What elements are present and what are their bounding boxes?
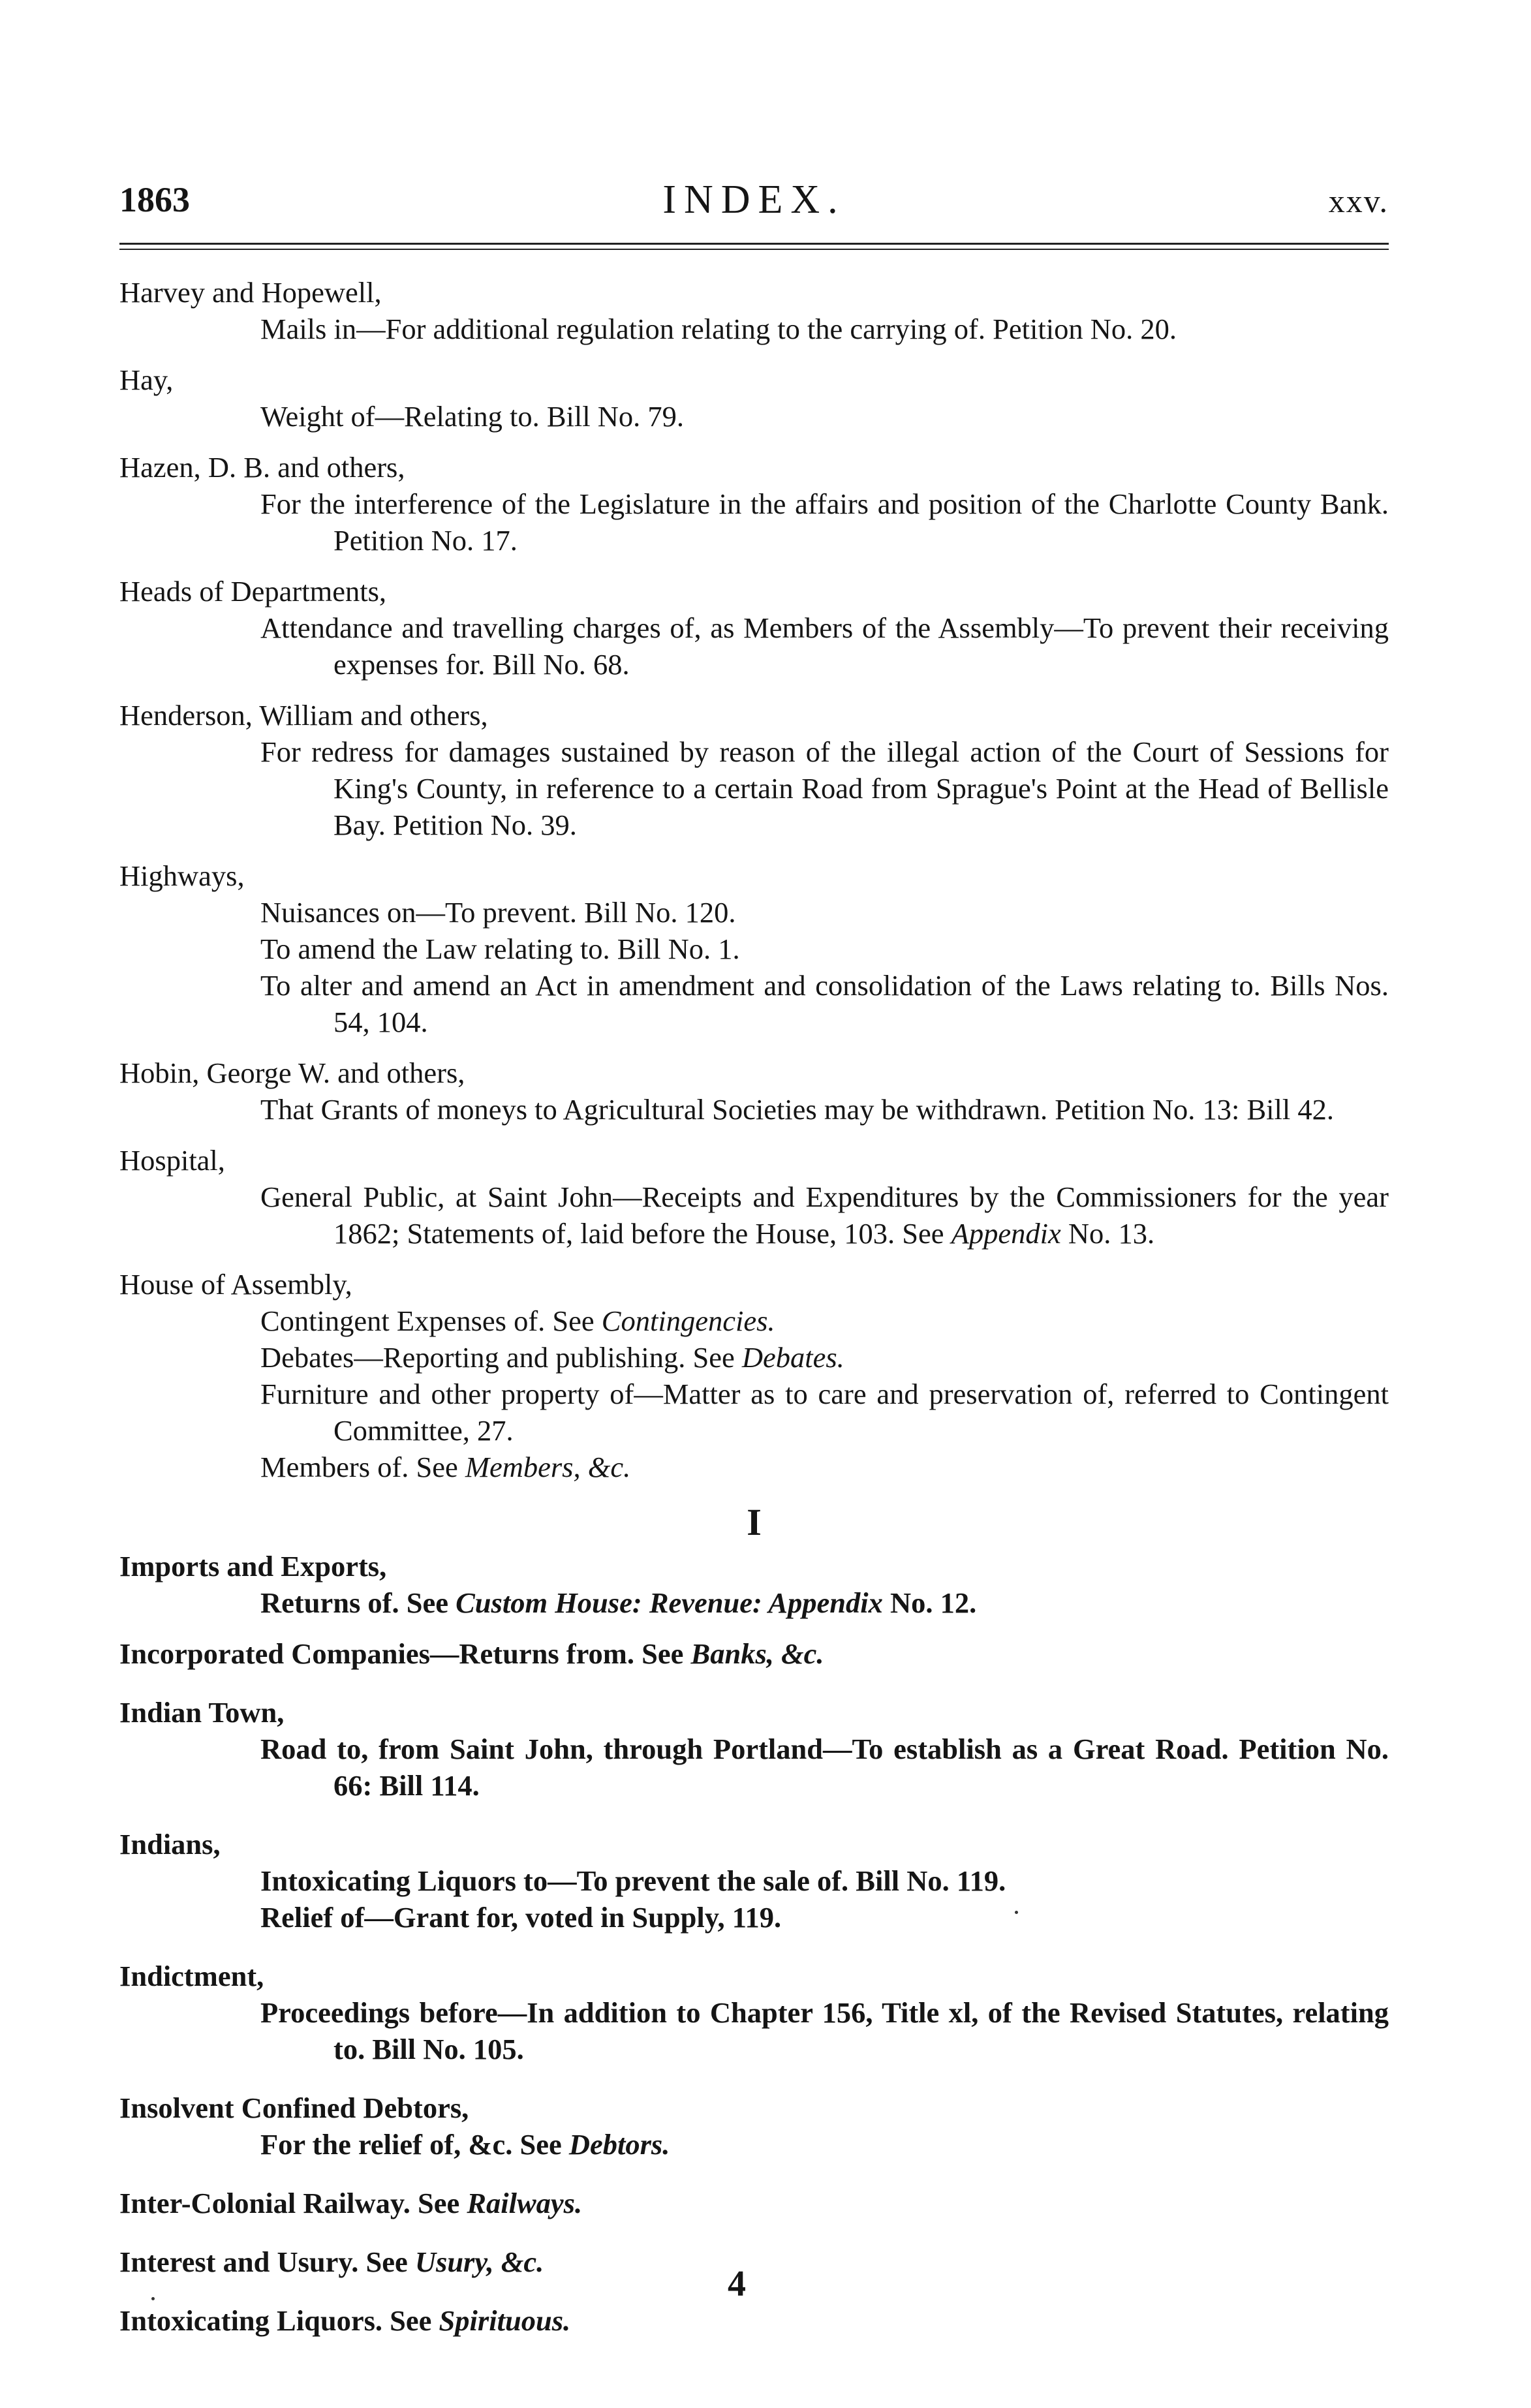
entry-subitem: Relief of—Grant for, voted in Supply, 119. [260, 1901, 782, 1934]
entry-heading: Imports and Exports, [119, 1550, 387, 1582]
index-entry [119, 1958, 1389, 2067]
index-entry [119, 2090, 1389, 2163]
entry-heading: Indians, [119, 1828, 221, 1860]
entry-subitem: Members of. See Members, &c. [260, 1451, 631, 1483]
index-entry [119, 1635, 1389, 1672]
entry-subitem: Furniture and other property of—Matter as to care and preservation of, referred to Contingent Committee, 27. [260, 1378, 1389, 1447]
running-header [119, 179, 1389, 232]
index-entry [119, 2244, 1389, 2280]
entry-heading: Highways, [119, 859, 245, 892]
entry-heading: Henderson, William and others, [119, 699, 488, 732]
index-entry [119, 1142, 1389, 1252]
entry-heading: Indictment, [119, 1960, 264, 1992]
index-entry [119, 1055, 1389, 1128]
index-body [119, 274, 1389, 2353]
entry-subitem: For the interference of the Legislature in the affairs and position of the Charlotte County Bank. Petition No. 17. [260, 487, 1389, 557]
section-i-entries [119, 1548, 1389, 2339]
entry-subitem: That Grants of moneys to Agricultural Societies may be withdrawn. Petition No. 13: Bill 42. [260, 1093, 1335, 1126]
entry-heading: Indian Town, [119, 1696, 285, 1729]
entry-subitem: General Public, at Saint John—Receipts and Expenditures by the Commissioners for the year 1862; Statements of, laid before the House, 103. See Appendix No. 13. [260, 1181, 1389, 1250]
entry-subitem: For redress for damages sustained by reason of the illegal action of the Court of Sessions for King's County, in reference to a certain Road from Sprague's Point at the Head of Bellisle Bay. Petition No. 39. [260, 735, 1389, 841]
index-entry [119, 449, 1389, 559]
entry-heading: Hay, [119, 363, 174, 396]
entry-heading: Hospital, [119, 1144, 225, 1177]
header-year: 1863 [119, 180, 190, 219]
header-rule-top [119, 243, 1389, 245]
entry-heading: Hazen, D. B. and others, [119, 451, 405, 484]
entry-subitem: Contingent Expenses of. See Contingencies. [260, 1304, 775, 1337]
entry-subitem: Proceedings before—In addition to Chapter 156, Title xl, of the Revised Statutes, relating to. Bill No. 105. [260, 1996, 1389, 2065]
entry-subitem: Road to, from Saint John, through Portland—To establish as a Great Road. Petition No. 66: Bill 114. [260, 1733, 1389, 1802]
header-page-number: xxv. [1328, 183, 1389, 219]
index-entry [119, 1266, 1389, 1485]
index-entry [119, 2302, 1389, 2339]
entry-heading: Harvey and Hopewell, [119, 276, 382, 309]
print-speck [1015, 1911, 1018, 1914]
index-entry [119, 697, 1389, 843]
index-entry [119, 2185, 1389, 2221]
entry-subitem: For the relief of, &c. See Debtors. [260, 2128, 670, 2161]
index-entry [119, 1548, 1389, 1621]
entry-heading: Intoxicating Liquors. See Spirituous. [119, 2304, 571, 2337]
entry-subitem: Weight of—Relating to. Bill No. 79. [260, 400, 685, 433]
entry-subitem: To alter and amend an Act in amendment and consolidation of the Laws relating to. Bills Nos. 54, 104. [260, 969, 1389, 1038]
index-entry [119, 857, 1389, 1040]
entry-heading: Hobin, George W. and others, [119, 1057, 465, 1089]
entry-heading: House of Assembly, [119, 1268, 352, 1301]
entry-heading: Inter-Colonial Railway. See Railways. [119, 2187, 583, 2219]
entry-heading: Incorporated Companies—Returns from. See Banks, &c. [119, 1637, 824, 1670]
entry-heading: Insolvent Confined Debtors, [119, 2092, 469, 2124]
index-entry [119, 1826, 1389, 1936]
index-entry [119, 1694, 1389, 1804]
signature-mark: 4 [728, 2264, 746, 2304]
index-entry [119, 362, 1389, 435]
entry-subitem: Returns of. See Custom House: Revenue: Appendix No. 12. [260, 1586, 977, 1619]
entry-heading: Interest and Usury. See Usury, &c. [119, 2246, 544, 2278]
entry-subitem: Debates—Reporting and publishing. See Debates. [260, 1341, 844, 1374]
entry-subitem: Attendance and travelling charges of, as Members of the Assembly—To prevent their receiving expenses for. Bill No. 68. [260, 611, 1389, 681]
section-letter: I [747, 1501, 762, 1543]
header-rule-bottom [119, 249, 1389, 250]
index-entry [119, 573, 1389, 683]
entry-heading: Heads of Departments, [119, 575, 387, 608]
entry-subitem: Mails in—For additional regulation relating to the carrying of. Petition No. 20. [260, 313, 1177, 345]
index-entry [119, 274, 1389, 347]
entry-subitem: Nuisances on—To prevent. Bill No. 120. [260, 896, 736, 929]
entry-subitem: To amend the Law relating to. Bill No. 1. [260, 933, 740, 965]
print-speck [151, 2297, 155, 2300]
entry-subitem: Intoxicating Liquors to—To prevent the sale of. Bill No. 119. [260, 1864, 1006, 1897]
page-title: INDEX. [662, 178, 846, 222]
